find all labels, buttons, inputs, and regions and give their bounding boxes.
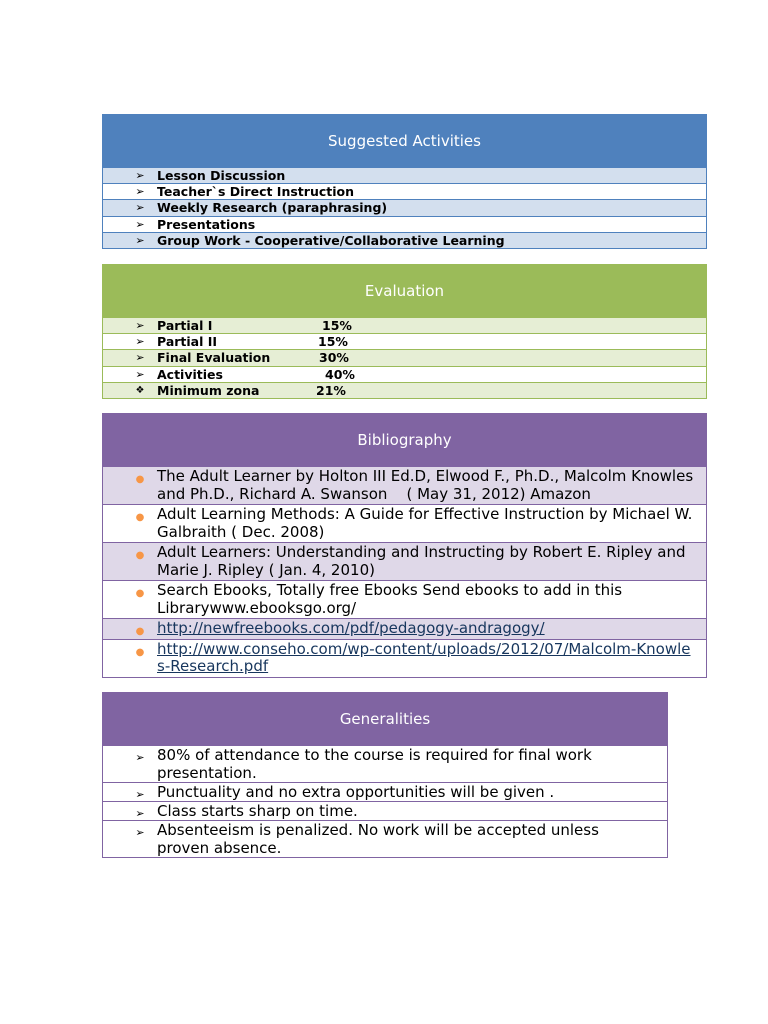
evaluation-label: Minimum zona — [157, 382, 260, 398]
list-item — [103, 232, 706, 248]
suggested-activities-table — [102, 114, 707, 249]
arrow-bullet-icon: ➢ — [135, 185, 145, 199]
arrow-bullet-icon: ➢ — [135, 335, 145, 349]
bibliography-table — [102, 413, 707, 678]
evaluation-label: Partial II — [157, 334, 218, 350]
evaluation-label: Final Evaluation — [157, 350, 271, 366]
colored-bullet-icon: ● — [135, 550, 145, 561]
evaluation-header: Evaluation — [103, 265, 706, 317]
activity-label: Presentations — [157, 216, 256, 232]
list-item — [103, 639, 706, 677]
list-item — [103, 580, 706, 618]
colored-bullet-icon: ● — [135, 512, 145, 523]
bibliography-header: Bibliography — [103, 414, 706, 466]
arrow-bullet-icon: ➢ — [135, 169, 145, 182]
arrow-bullet-icon: ➢ — [135, 217, 145, 231]
list-item — [103, 745, 667, 782]
evaluation-label: Activities — [157, 366, 223, 382]
arrow-bullet-icon: ➢ — [135, 807, 145, 820]
arrow-bullet-icon: ➢ — [135, 788, 145, 801]
evaluation-value: 15% — [318, 334, 348, 350]
bibliography-entry: The Adult Learner by Holton III Ed.D, Elwood F., Ph.D., Malcolm Knowles and Ph.D., Richard A. Swanson ( May 31, 2012) Amazon — [157, 467, 694, 503]
arrow-bullet-icon: ➢ — [135, 201, 145, 215]
arrow-bullet-icon: ➢ — [135, 826, 145, 839]
list-item — [103, 216, 706, 232]
activity-label: Weekly Research (paraphrasing) — [157, 200, 388, 216]
list-item — [103, 349, 706, 365]
evaluation-value: 40% — [325, 366, 355, 382]
bibliography-link-wrap — [147, 620, 697, 638]
generality-text: Class starts sharp on time. — [157, 802, 358, 820]
generalities-header: Generalities — [103, 693, 667, 745]
arrow-bullet-icon: ➢ — [135, 351, 145, 365]
arrow-bullet-icon: ➢ — [135, 751, 145, 764]
bibliography-entry: Adult Learners: Understanding and Instructing by Robert E. Ripley and Marie J. Ripley ( Jan. 4, 2010) — [157, 543, 686, 579]
list-item — [103, 820, 667, 857]
evaluation-value: 30% — [319, 350, 349, 366]
list-item — [103, 801, 667, 820]
generalities-table — [102, 692, 668, 858]
evaluation-value: 21% — [316, 382, 346, 398]
bibliography-entry: Search Ebooks, Totally free Ebooks Send ebooks to add in this Librarywww.ebooksgo.org/ — [157, 581, 623, 617]
arrow-bullet-icon: ➢ — [135, 319, 145, 332]
list-item — [103, 618, 706, 639]
list-item — [103, 382, 706, 398]
diamond-bullet-icon: ❖ — [135, 384, 145, 396]
arrow-bullet-icon: ➢ — [135, 233, 145, 247]
list-item — [103, 782, 667, 801]
evaluation-label: Partial I — [157, 318, 213, 333]
generality-text: 80% of attendance to the course is required for final work presentation. — [157, 746, 592, 782]
list-item — [103, 199, 706, 215]
list-item — [103, 183, 706, 199]
bibliography-link[interactable]: http://www.conseho.com/wp-content/uploads/2012/07/Malcolm-Knowles-Research.pdf — [157, 639, 691, 675]
colored-bullet-icon: ● — [135, 474, 145, 485]
bibliography-link-wrap — [147, 641, 697, 676]
list-item — [103, 466, 706, 504]
arrow-bullet-icon: ➢ — [135, 367, 145, 381]
list-item — [103, 167, 706, 183]
list-item — [103, 542, 706, 580]
bibliography-link[interactable]: http://newfreebooks.com/pdf/pedagogy-andragogy/ — [157, 619, 545, 637]
colored-bullet-icon: ● — [135, 588, 145, 599]
activity-label: Group Work - Cooperative/Collaborative Learning — [157, 232, 505, 248]
colored-bullet-icon: ● — [135, 626, 145, 637]
generality-text: Absenteeism is penalized. No work will be accepted unless proven absence. — [157, 821, 599, 857]
bibliography-entry: Adult Learning Methods: A Guide for Effective Instruction by Michael W. Galbraith ( Dec. 2008) — [157, 505, 693, 541]
evaluation-table — [102, 264, 707, 399]
list-item — [103, 504, 706, 542]
list-item — [103, 333, 706, 349]
list-item — [103, 317, 706, 333]
activity-label: Teacher`s Direct Instruction — [157, 184, 354, 200]
colored-bullet-icon: ● — [135, 646, 145, 658]
generality-text: Punctuality and no extra opportunities will be given . — [157, 783, 555, 801]
suggested-activities-header: Suggested Activities — [103, 115, 706, 167]
list-item — [103, 366, 706, 382]
evaluation-value: 15% — [322, 318, 352, 333]
activity-label: Lesson Discussion — [157, 168, 286, 183]
